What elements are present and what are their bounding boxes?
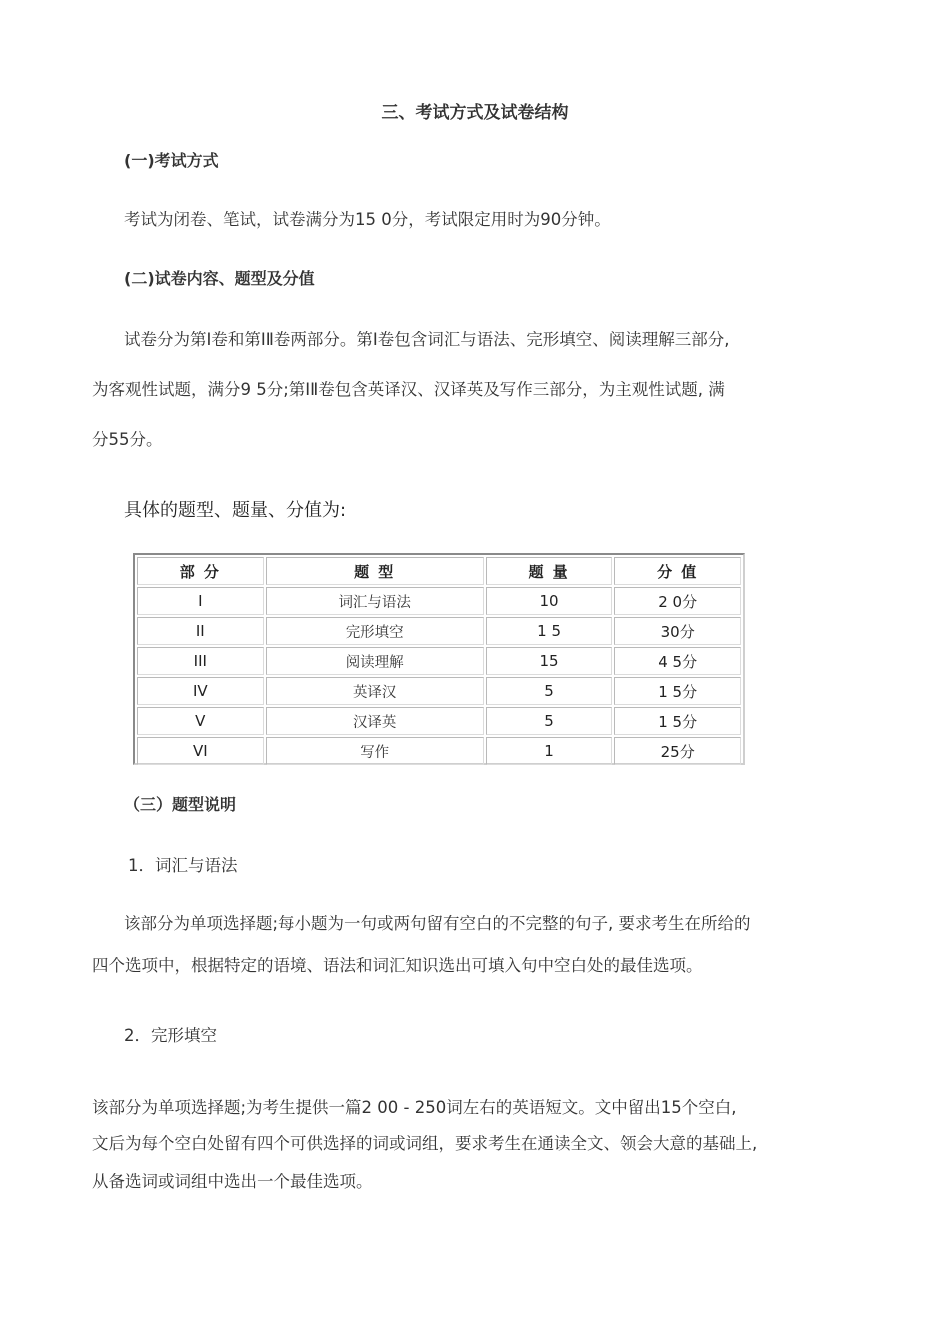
table-row (137, 707, 741, 735)
cell-count: 10 (486, 587, 613, 615)
cloze-description-line: 从备选词或词组中选出一个最佳选项。 (92, 1172, 373, 1191)
score-table (133, 553, 745, 765)
cell-score: 30分 (614, 617, 741, 645)
cell-type: 完形填空 (266, 617, 484, 645)
table-row (137, 617, 741, 645)
paper-content-line: 分55分。 (92, 430, 163, 449)
cell-count: 5 (486, 677, 613, 705)
header-count: 题 量 (486, 557, 613, 585)
cell-type: 阅读理解 (266, 647, 484, 675)
cell-count: 1 (486, 737, 613, 765)
cell-score: 4 5分 (614, 647, 741, 675)
cell-part: IV (137, 677, 264, 705)
cell-count: 1 5 (486, 617, 613, 645)
vocabulary-description-line: 四个选项中，根据特定的语境、语法和词汇知识选出可填入句中空白处的最佳选项。 (92, 956, 703, 975)
cell-part: III (137, 647, 264, 675)
cell-part: I (137, 587, 264, 615)
cell-type: 汉译英 (266, 707, 484, 735)
cell-score: 1 5分 (614, 707, 741, 735)
item-title-vocabulary: 1．词汇与语法 (128, 856, 238, 875)
table-intro: 具体的题型、题量、分值为: (124, 500, 347, 521)
cell-part: VI (137, 737, 264, 765)
cell-score: 25分 (614, 737, 741, 765)
cell-part: II (137, 617, 264, 645)
cloze-description-line: 文后为每个空白处留有四个可供选择的词或词组，要求考生在通读全文、领会大意的基础上, (92, 1134, 758, 1153)
cell-type: 写作 (266, 737, 484, 765)
cell-score: 1 5分 (614, 677, 741, 705)
paper-content-line: 为客观性试题，满分9 5分;第ⅠⅡ卷包含英译汉、汉译英及写作三部分，为主观性试题, 满 (92, 380, 725, 399)
section-heading-exam-method: (一)考试方式 (124, 151, 219, 170)
cell-type: 词汇与语法 (266, 587, 484, 615)
cloze-description-line: 该部分为单项选择题;为考生提供一篇2 00 - 250词左右的英语短文。文中留出15个空白, (92, 1098, 737, 1117)
cell-count: 5 (486, 707, 613, 735)
header-type: 题 型 (266, 557, 484, 585)
cell-type: 英译汉 (266, 677, 484, 705)
cell-count: 15 (486, 647, 613, 675)
table-row (137, 677, 741, 705)
table-row (137, 587, 741, 615)
header-part: 部 分 (137, 557, 264, 585)
table-row (137, 647, 741, 675)
table-header-row (137, 557, 741, 585)
section-heading-question-types: （三）题型说明 (124, 795, 237, 814)
header-score: 分 值 (614, 557, 741, 585)
item-title-cloze: 2．完形填空 (124, 1026, 217, 1045)
exam-method-text: 考试为闭卷、笔试，试卷满分为15 0分，考试限定用时为90分钟。 (124, 210, 611, 229)
table-row (137, 737, 741, 765)
section-heading-paper-content: (二)试卷内容、题型及分值 (124, 269, 315, 288)
vocabulary-description-line: 该部分为单项选择题;每小题为一句或两句留有空白的不完整的句子, 要求考生在所给的 (124, 914, 751, 933)
page-title: 三、考试方式及试卷结构 (381, 103, 569, 123)
paper-content-line: 试卷分为第Ⅰ卷和第ⅠⅡ卷两部分。第Ⅰ卷包含词汇与语法、完形填空、阅读理解三部分, (124, 330, 730, 349)
cell-part: V (137, 707, 264, 735)
cell-score: 2 0分 (614, 587, 741, 615)
